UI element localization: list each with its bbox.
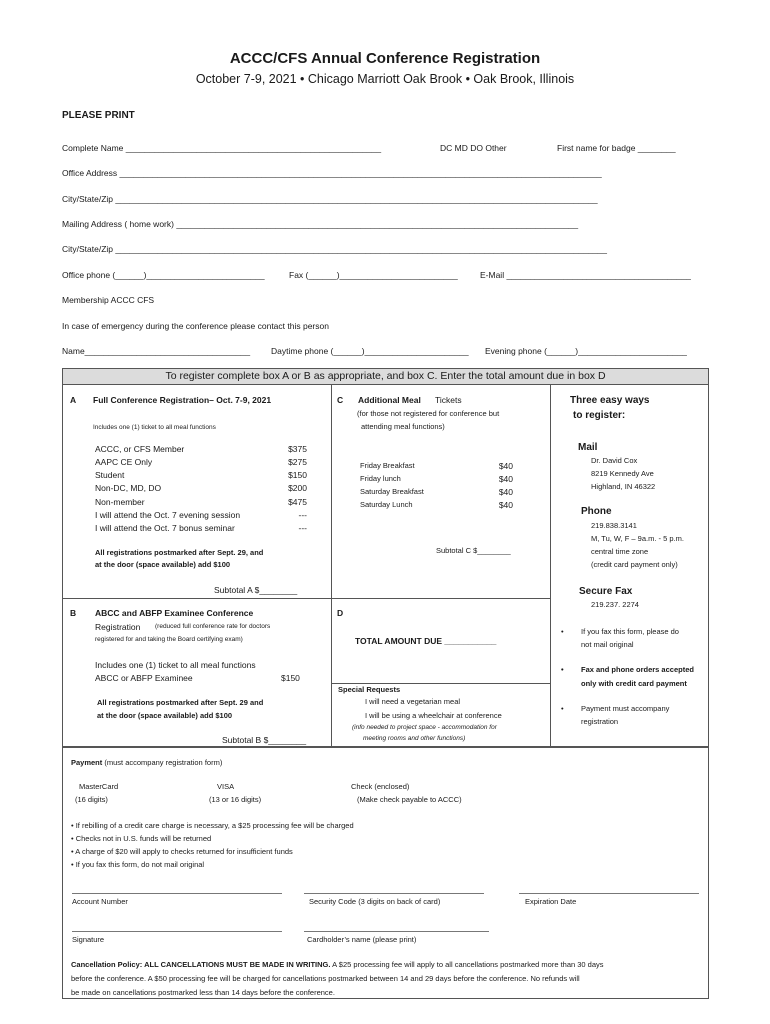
evening-phone-field[interactable]: Evening phone (______)_______________________ xyxy=(485,346,687,356)
box-a-late-2: at the door (space available) add $100 xyxy=(95,560,231,569)
city-state-zip-field[interactable]: City/State/Zip ______________________________________________________________________________________________________ xyxy=(62,194,598,204)
box-a-price: --- xyxy=(298,523,307,533)
box-b-row-label[interactable]: ABCC or ABFP Examinee xyxy=(95,673,193,683)
payment-heading: Payment xyxy=(71,758,103,767)
grid-row-divider xyxy=(62,598,550,599)
special-requests-heading: Special Requests xyxy=(338,685,401,694)
account-number-line[interactable] xyxy=(72,893,282,894)
box-a-late-1: All registrations postmarked after Sept. 29, and xyxy=(95,548,264,557)
office-phone-field[interactable]: Office phone (______)_________________________ xyxy=(62,270,265,280)
box-c-price: $40 xyxy=(498,474,513,484)
sidebar-bullet-3: • Payment must accompany xyxy=(581,704,669,713)
grid-divider-2 xyxy=(550,384,551,747)
box-a-price: $475 xyxy=(288,497,307,507)
box-b-includes: Includes one (1) ticket to all meal functions xyxy=(95,660,256,670)
sidebar-bullet-3b: registration xyxy=(581,717,619,726)
cancellation-label: Cancellation Policy: ALL CANCELLATIONS MUST BE MADE IN WRITING. xyxy=(71,960,331,969)
box-a-price: $375 xyxy=(288,444,307,454)
mail-line-2: 8219 Kennedy Ave xyxy=(591,469,654,478)
box-c-price: $40 xyxy=(498,461,513,471)
box-c-price: $40 xyxy=(498,500,513,510)
box-c-option[interactable]: Friday Breakfast xyxy=(360,461,415,470)
box-a-option[interactable]: Student xyxy=(95,470,125,480)
sidebar-bullet-1: • If you fax this form, please do xyxy=(581,627,679,636)
phone-line-2: M, Tu, W, F – 9a.m. - 5 p.m. xyxy=(591,534,684,543)
cancellation-line-3: be made on cancellations postmarked less than 14 days before the conference. xyxy=(71,988,335,997)
mastercard-option[interactable]: MasterCard xyxy=(79,782,119,791)
visa-option[interactable]: VISA xyxy=(217,782,235,791)
box-c-note-1: (for those not registered for conference but xyxy=(357,409,500,418)
box-a-option[interactable]: AAPC CE Only xyxy=(95,457,153,467)
box-a-includes: Includes one (1) ticket to all meal functions xyxy=(93,424,216,431)
mailing-city-state-zip-field[interactable]: City/State/Zip ________________________________________________________________________________________________________ xyxy=(62,244,608,254)
box-c-note-2: attending meal functions) xyxy=(361,422,445,431)
page-title: ACCC/CFS Annual Conference Registration xyxy=(229,50,541,67)
instructions-bar: To register complete box A or B as appropriate, and box C. Enter the total amount due in box D xyxy=(62,368,709,385)
fax-heading: Secure Fax xyxy=(579,586,633,597)
box-c-price: $40 xyxy=(498,487,513,497)
sidebar-bullet-1b: not mail original xyxy=(581,640,634,649)
sidebar-heading-1: Three easy ways xyxy=(570,395,650,406)
badge-name-field[interactable]: First name for badge ________ xyxy=(557,143,676,153)
security-code-line[interactable] xyxy=(304,893,484,894)
box-b-letter: B xyxy=(70,608,77,618)
mail-line-3: Highland, IN 46322 xyxy=(591,482,656,491)
box-a-price: --- xyxy=(298,510,307,520)
expiration-label: Expiration Date xyxy=(525,897,577,906)
box-a-option[interactable]: I will attend the Oct. 7 bonus seminar xyxy=(95,523,235,533)
box-a-subtotal[interactable]: Subtotal A $________ xyxy=(214,585,298,595)
degree-options[interactable]: DC MD DO Other xyxy=(440,143,507,153)
please-print-label: PLEASE PRINT xyxy=(62,110,135,121)
emergency-label: In case of emergency during the conference please contact this person xyxy=(62,321,329,331)
mail-line-1: Dr. David Cox xyxy=(591,456,638,465)
fax-field[interactable]: Fax (______)_________________________ xyxy=(289,270,458,280)
box-c-option[interactable]: Saturday Lunch xyxy=(360,500,413,509)
daytime-phone-field[interactable]: Daytime phone (______)______________________ xyxy=(271,346,469,356)
box-b-note-2: registered for and taking the Board certifying exam) xyxy=(95,636,243,643)
payment-note: • If you fax this form, do not mail original xyxy=(71,860,205,869)
expiration-line[interactable] xyxy=(519,893,699,894)
check-option[interactable]: Check (enclosed) xyxy=(351,782,410,791)
box-c-heading: Additional Meal xyxy=(358,395,421,405)
special-note-2: meeting rooms and other functions) xyxy=(363,735,466,742)
special-vegetarian[interactable]: I will need a vegetarian meal xyxy=(365,697,461,706)
email-field[interactable]: E-Mail _______________________________________ xyxy=(480,270,691,280)
total-amount-due[interactable]: TOTAL AMOUNT DUE ___________ xyxy=(355,636,497,646)
box-a-option[interactable]: ACCC, or CFS Member xyxy=(95,444,185,454)
complete-name-field[interactable]: Complete Name ______________________________________________________ xyxy=(62,143,382,153)
grid-divider-1 xyxy=(331,384,332,747)
cancellation-line-2: before the conference. A $50 processing fee will be charged for cancellations postmarked between 14 and 29 days before the conference. No refunds will xyxy=(71,974,580,983)
box-a-option[interactable]: Non-member xyxy=(95,497,145,507)
box-c-letter: C xyxy=(337,395,344,405)
box-a-option[interactable]: I will attend the Oct. 7 evening session xyxy=(95,510,241,520)
box-b-subtotal[interactable]: Subtotal B $________ xyxy=(222,735,307,745)
payment-heading-note: (must accompany registration form) xyxy=(104,758,223,767)
box-a-price: $150 xyxy=(288,470,307,480)
emergency-name-field[interactable]: Name___________________________________ xyxy=(62,346,251,356)
phone-heading: Phone xyxy=(581,506,612,517)
payment-note: • A charge of $20 will apply to checks returned for insufficient funds xyxy=(71,847,293,856)
cancellation-line-1 xyxy=(71,960,604,969)
special-divider xyxy=(331,683,550,684)
page-subtitle: October 7-9, 2021 • Chicago Marriott Oak Brook • Oak Brook, Illinois xyxy=(195,72,575,86)
signature-label: Signature xyxy=(72,935,105,944)
box-a-price: $275 xyxy=(288,457,307,467)
signature-line[interactable] xyxy=(72,931,282,932)
visa-digits: (13 or 16 digits) xyxy=(209,795,262,804)
box-a-option[interactable]: Non-DC, MD, DO xyxy=(95,483,162,493)
membership-options[interactable]: Membership ACCC CFS xyxy=(62,295,155,305)
check-note: (Make check payable to ACCC) xyxy=(357,795,462,804)
box-c-heading-2: Tickets xyxy=(435,395,462,405)
box-d-letter: D xyxy=(337,608,344,618)
phone-line-3: central time zone xyxy=(591,547,649,556)
mail-heading: Mail xyxy=(578,442,598,453)
payment-note: • If rebilling of a credit care charge is necessary, a $25 processing fee will be charged xyxy=(71,821,354,830)
box-c-option[interactable]: Saturday Breakfast xyxy=(360,487,424,496)
box-b-late-2: at the door (space available) add $100 xyxy=(97,711,233,720)
special-wheelchair[interactable]: I will be using a wheelchair at conference xyxy=(365,711,502,720)
office-address-field[interactable]: Office Address ______________________________________________________________________________________________________ xyxy=(62,168,602,178)
cardholder-line[interactable] xyxy=(304,931,489,932)
box-c-subtotal[interactable]: Subtotal C $________ xyxy=(436,546,511,555)
sidebar-heading-2: to register: xyxy=(573,410,626,421)
phone-line-4: (credit card payment only) xyxy=(591,560,678,569)
sidebar-bullet-2: • Fax and phone orders accepted xyxy=(581,665,694,674)
cardholder-label: Cardholder’s name (please print) xyxy=(307,935,417,944)
box-b-late-1: All registrations postmarked after Sept. 29 and xyxy=(97,698,264,707)
box-b-heading: ABCC and ABFP Examinee Conference xyxy=(95,608,254,618)
special-note-1: (info needed to project space - accommodation for xyxy=(352,724,497,731)
mailing-address-field[interactable]: Mailing Address ( home work) _____________________________________________________________________________________ xyxy=(62,219,579,229)
fax-number: 219.237. 2274 xyxy=(591,600,639,609)
box-b-heading-2: Registration xyxy=(95,622,141,632)
box-a-letter: A xyxy=(70,395,77,405)
cancellation-text-1: A $25 processing fee will apply to all cancellations postmarked more than 30 days xyxy=(332,960,604,969)
box-a-price: $200 xyxy=(288,483,307,493)
payment-note: • Checks not in U.S. funds will be returned xyxy=(71,834,212,843)
payment-heading-wrap xyxy=(71,758,222,767)
box-b-note-1: (reduced full conference rate for doctors xyxy=(155,623,271,630)
box-c-option[interactable]: Friday lunch xyxy=(360,474,401,483)
box-b-row-price: $150 xyxy=(281,673,300,683)
phone-line-1: 219.838.3141 xyxy=(591,521,637,530)
account-number-label: Account Number xyxy=(72,897,128,906)
security-code-label: Security Code (3 digits on back of card) xyxy=(309,897,441,906)
sidebar-bullet-2b: only with credit card payment xyxy=(581,679,687,688)
box-a-heading: Full Conference Registration– Oct. 7-9, 2021 xyxy=(93,395,272,405)
mastercard-digits: (16 digits) xyxy=(75,795,108,804)
